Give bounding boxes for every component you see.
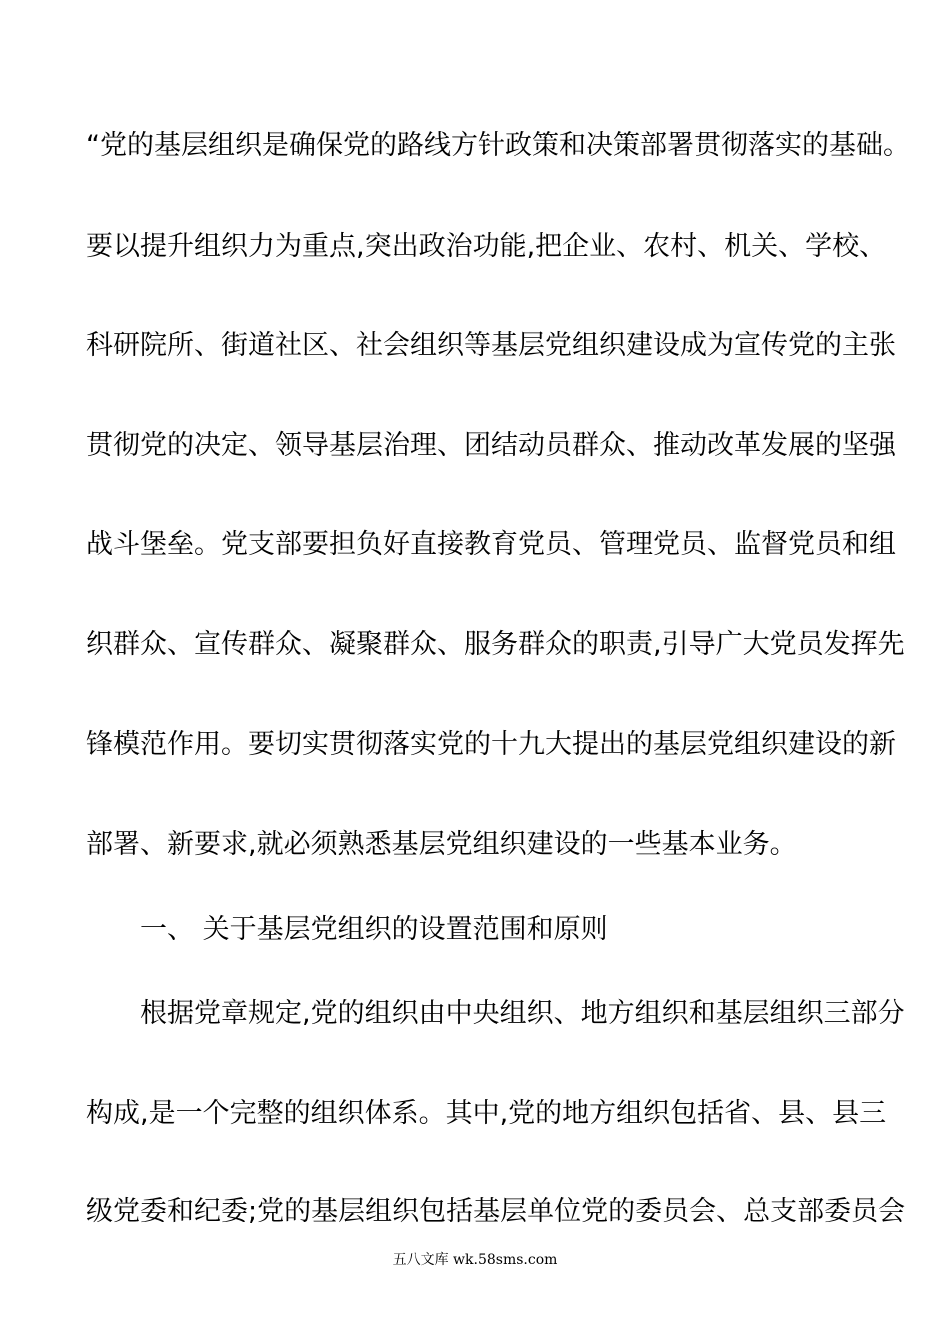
page-footer: 五八文库 wk.58sms.com: [392, 1252, 558, 1268]
paragraph-line: 部署、新要求,就必须熟悉基层党组织建设的一些基本业务。: [86, 829, 797, 860]
paragraph-line: 科研院所、街道社区、社会组织等基层党组织建设成为宣传党的主张: [86, 330, 896, 361]
paragraph-line: 构成,是一个完整的组织体系。其中,党的地方组织包括省、县、县三: [86, 1098, 887, 1129]
paragraph-line: 贯彻党的决定、领导基层治理、团结动员群众、推动改革发展的坚强: [86, 430, 896, 461]
paragraph-line: 战斗堡垒。党支部要担负好直接教育党员、管理党员、监督党员和组: [86, 529, 896, 560]
paragraph-line: “党的基层组织是确保党的路线方针政策和决策部署贯彻落实的基础。: [86, 130, 910, 161]
paragraph-line: 根据党章规定,党的组织由中央组织、地方组织和基层组织三部分: [140, 998, 905, 1029]
paragraph-line: 织群众、宣传群众、凝聚群众、服务群众的职责,引导广大党员发挥先: [86, 629, 905, 660]
paragraph-line: 锋模范作用。要切实贯彻落实党的十九大提出的基层党组织建设的新: [86, 729, 896, 760]
paragraph-line: 级党委和纪委;党的基层组织包括基层单位党的委员会、总支部委员会: [86, 1196, 906, 1227]
paragraph-line: 要以提升组织力为重点,突出政治功能,把企业、农村、机关、学校、: [86, 231, 887, 262]
section-heading: 一、 关于基层党组织的设置范围和原则: [140, 914, 608, 945]
